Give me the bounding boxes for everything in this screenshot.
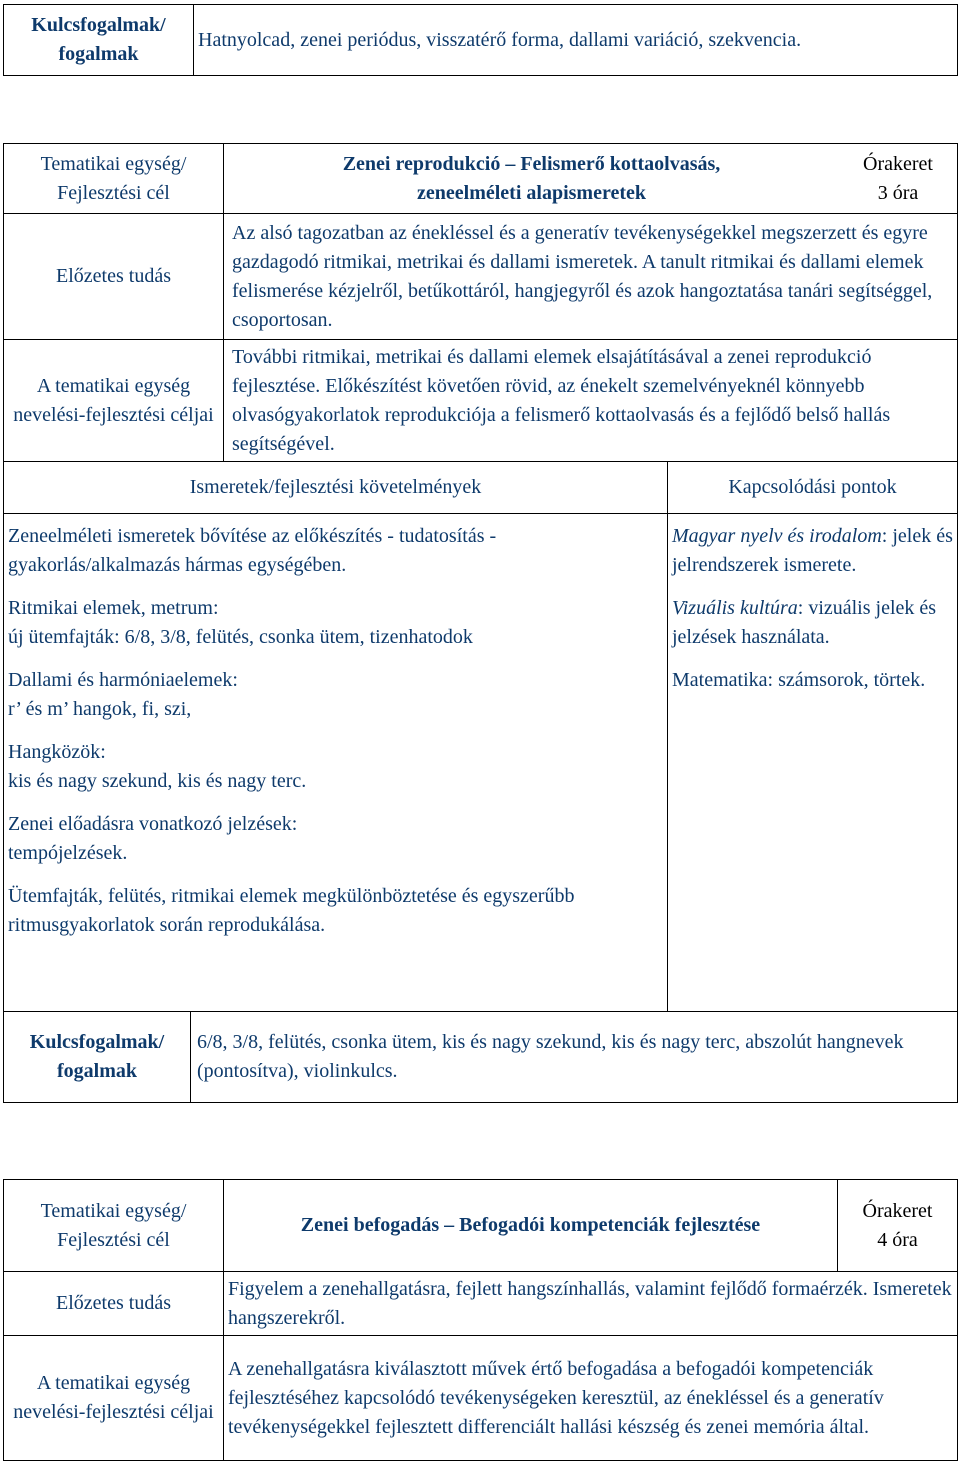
unit1-title-cell — [224, 144, 958, 214]
unit1-hours — [839, 150, 957, 208]
unit2-title: Zenei befogadás – Befogadói kompetenciák fejlesztése — [224, 1180, 838, 1272]
unit1-links-header: Kapcsolódási pontok — [668, 462, 958, 514]
unit1-title — [224, 150, 839, 208]
link-subject: Vizuális kultúra — [672, 597, 798, 619]
req-item: Dallami és harmóniaelemek: — [8, 669, 238, 691]
unit1-key-text: 6/8, 3/8, felütés, csonka ütem, kis és nagy szekund, kis és nagy terc, abszolút hangnevek (pontosítva), violinkulcs. — [197, 1031, 904, 1082]
link-subject: Magyar nyelv és irodalom — [672, 525, 882, 547]
key-concepts-table-top — [3, 4, 958, 76]
unit1-table — [3, 143, 958, 1103]
key-concepts-label: Kulcsfogalmak/ fogalmak — [4, 5, 194, 76]
unit2-table — [3, 1179, 958, 1461]
unit2-hours — [838, 1180, 958, 1272]
unit2-goals-text: A zenehallgatásra kiválasztott művek értő befogadása a befogadói kompetenciák fejlesztéséhez kapcsolódó tevékenységeken keresztül, az énekléssel és a generatív tevékenységekkel fejlesztett differenciált hallási készség és zenei memória által. — [224, 1336, 958, 1461]
link-item: Vizuális kultúra: vizuális jelek és jelzések használata. — [672, 597, 937, 648]
unit1-topic-label: Tematikai egység/ Fejlesztési cél — [4, 144, 224, 214]
link-text: vizuális jelek és jelzések használata. — [672, 597, 937, 648]
req-item: Hangközök: — [8, 741, 106, 763]
unit1-key-label: Kulcsfogalmak/ fogalmak — [4, 1012, 191, 1102]
link-item — [672, 666, 953, 695]
unit1-links-cell — [668, 514, 958, 1012]
link-text: számsorok, törtek. — [778, 669, 926, 691]
unit1-hours-value: 3 óra — [877, 181, 919, 204]
req-item: Zenei előadásra vonatkozó jelzések: — [8, 813, 298, 835]
unit1-key-row — [4, 1012, 958, 1103]
unit2-hours-label: Órakeret — [862, 1199, 933, 1222]
unit1-prior-text: Az alsó tagozatban az énekléssel és a generatív tevékenységekkel megszerzett és egyre gazdagodó ritmikai, metrikai és dallami ismeretek. A tanult ritmikai és dallami elemek felismerése kézjelről, betűkottáról, hangjegyről és azok hangoztatása tanári segítséggel, csoportosan. — [224, 214, 958, 340]
key-concepts-text: Hatnyolcad, zenei periódus, visszatérő forma, dallami variáció, szekvencia. — [194, 5, 958, 76]
req-group-melody — [8, 666, 663, 724]
unit2-goals-label: A tematikai egység nevelési-fejlesztési céljai — [4, 1336, 224, 1461]
unit1-title-line2: zeneelméleti alapismeretek — [417, 181, 646, 204]
unit2-topic-label: Tematikai egység/ Fejlesztési cél — [4, 1180, 224, 1272]
req-item: Ritmikai elemek, metrum: — [8, 597, 219, 619]
unit1-goals-text: További ritmikai, metrikai és dallami elemek elsajátításával a zenei reprodukció fejlesztése. Előkészítést követően rövid, az énekelt szemelvényeknél könnyebb olvasógyakorlatok reprodukciója a felismerő kottaolvasás és a fejlődő belső hallás segítségével. — [224, 340, 958, 462]
unit2-prior-text: Figyelem a zenehallgatásra, fejlett hangszínhallás, valamint fejlődő formaérzék. Ismeretek hangszerekről. — [224, 1272, 958, 1336]
link-subject: Matematika: — [672, 669, 774, 691]
unit1-hours-label: Órakeret — [863, 152, 933, 175]
req-item: új ütemfajták: 6/8, 3/8, felütés, csonka ütem, tizenhatodok — [8, 626, 473, 648]
link-item: Magyar nyelv és irodalom: jelek és jelrendszerek ismerete. — [672, 525, 953, 576]
req-item: tempójelzések. — [8, 842, 128, 864]
req-group-rhythm — [8, 594, 663, 652]
req-item: r’ és m’ hangok, fi, szi, — [8, 698, 192, 720]
req-group-intervals — [8, 738, 663, 796]
req-item: kis és nagy szekund, kis és nagy terc. — [8, 770, 307, 792]
unit1-prior-label: Előzetes tudás — [4, 214, 224, 340]
req-item: Zeneelméleti ismeretek bővítése az előkészítés - tudatosítás - gyakorlás/alkalmazás hármas egységében. — [8, 525, 497, 576]
link-text: jelek és jelrendszerek ismerete. — [672, 525, 953, 576]
unit1-goals-label: A tematikai egység nevelési-fejlesztési céljai — [4, 340, 224, 462]
req-group-performance — [8, 810, 663, 868]
req-item: Ütemfajták, felütés, ritmikai elemek megkülönböztetése és egyszerűbb ritmusgyakorlatok során reprodukálása. — [8, 885, 575, 936]
unit1-req-header: Ismeretek/fejlesztési követelmények — [4, 462, 668, 514]
unit2-hours-value: 4 óra — [877, 1228, 918, 1251]
unit1-req-cell — [4, 514, 668, 1012]
unit2-prior-label: Előzetes tudás — [4, 1272, 224, 1336]
unit1-title-line1: Zenei reprodukció – Felismerő kottaolvasás, — [342, 152, 721, 175]
